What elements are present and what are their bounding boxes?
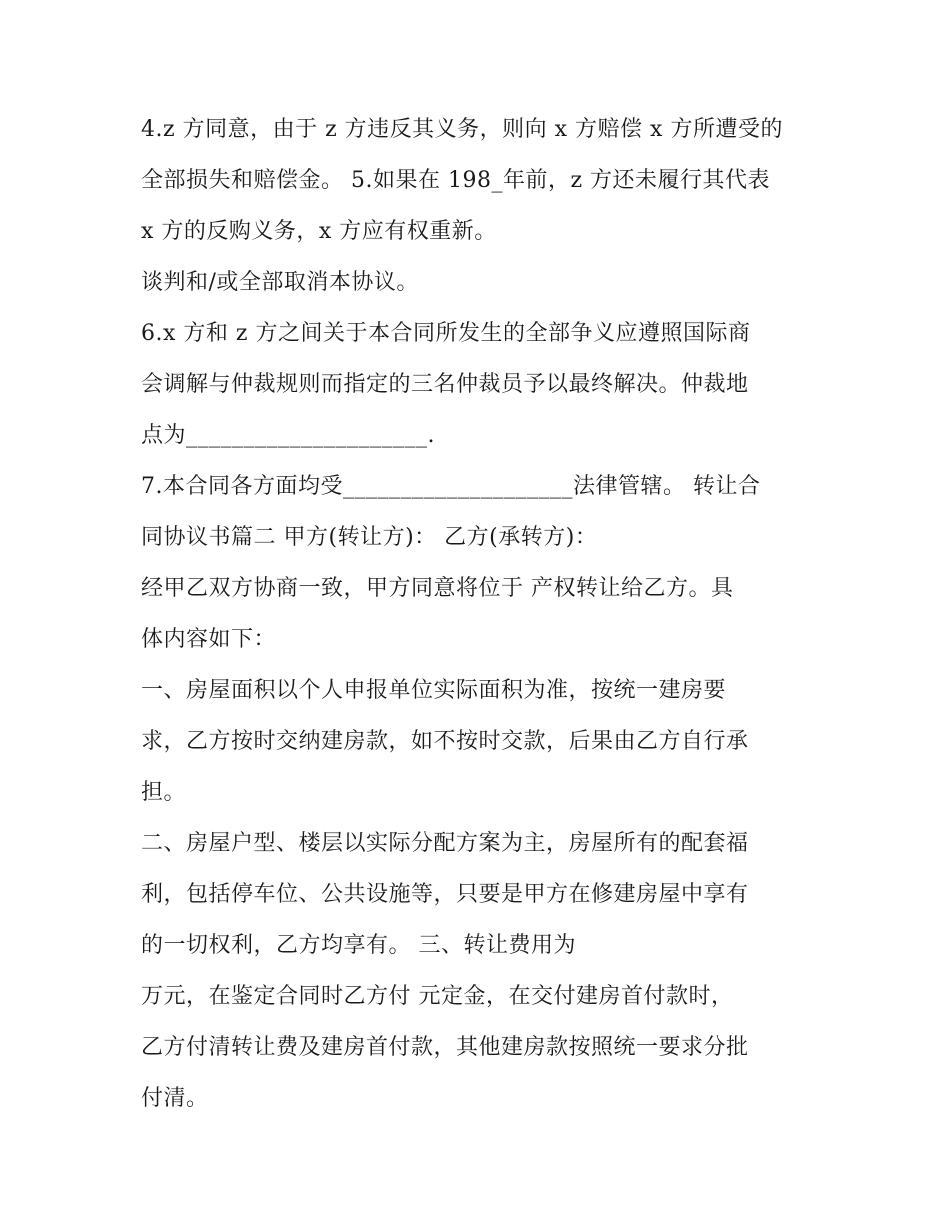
document-body	[141, 104, 821, 1124]
text-line: 6.x 方和 z 方之间关于本合同所发生的全部争义应遵照国际商	[141, 321, 751, 346]
text-line: 利，包括停车位、公共设施等，只要是甲方在修建房屋中享有	[141, 882, 749, 907]
text-line: x 方的反购义务，x 方应有权重新。	[141, 219, 497, 244]
text-line: 点为_____________________.	[141, 423, 435, 448]
text-line: 谈判和/或全部取消本协议。	[141, 270, 419, 295]
text-line: 会调解与仲裁规则而指定的三名仲裁员予以最终解决。仲裁地	[141, 372, 749, 397]
text-line: 担。	[141, 780, 187, 805]
text-line: 7.本合同各方面均受____________________法律管辖。 转让合	[141, 474, 761, 499]
text-line: 一、房屋面积以个人申报单位实际面积为准，按统一建房要	[141, 678, 727, 703]
text-line: 4.z 方同意，由于 z 方违反其义务，则向 x 方赔偿 x 方所遭受的	[141, 117, 783, 142]
text-line: 全部损失和赔偿金。 5.如果在 198_年前，z 方还未履行其代表	[141, 168, 771, 193]
text-line: 同协议书篇二 甲方(转让方)： 乙方(承转方)：	[141, 525, 598, 550]
text-line: 的一切权利，乙方均享有。 三、转让费用为	[141, 933, 576, 958]
text-line: 经甲乙双方协商一致，甲方同意将位于 产权转让给乙方。具	[141, 576, 734, 601]
text-line: 万元，在鉴定合同时乙方付 元定金，在交付建房首付款时，	[141, 984, 734, 1009]
text-line: 乙方付清转让费及建房首付款，其他建房款按照统一要求分批	[141, 1035, 749, 1060]
text-line: 二、房屋户型、楼层以实际分配方案为主，房屋所有的配套福	[141, 831, 749, 856]
text-line: 体内容如下：	[141, 627, 277, 652]
text-line: 求，乙方按时交纳建房款，如不按时交款，后果由乙方自行承	[141, 729, 749, 754]
text-line: 付清。	[141, 1086, 209, 1111]
